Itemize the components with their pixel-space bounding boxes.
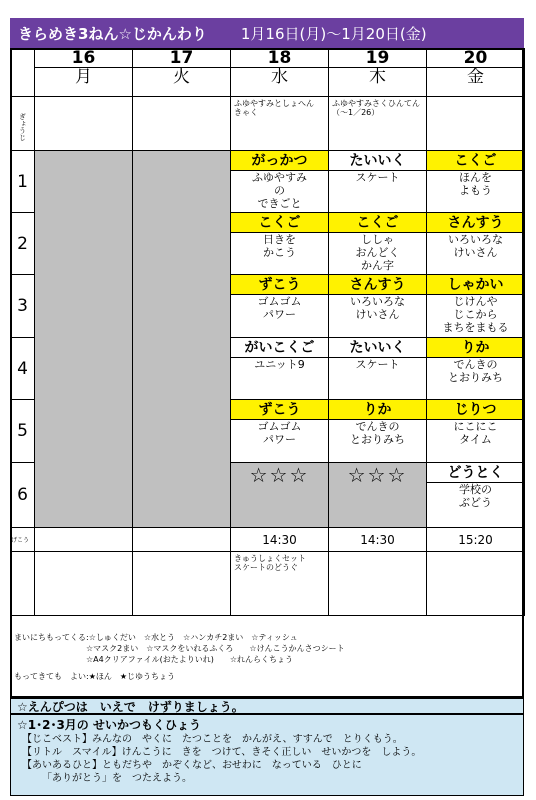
outer-frame: [10, 48, 524, 698]
bring-line: ☆A4クリアファイル(おたよりいれ) ☆れんらくちょう: [14, 655, 293, 664]
goals-heading: ☆1･2･3月の せいかつもくひょう: [17, 718, 201, 732]
goal-line: 「ありがとう」を つたえよう。: [17, 773, 192, 784]
subject-label: ずこう: [231, 400, 328, 420]
subject-label: こくご: [329, 213, 426, 233]
bring-line: ☆マスク2まい ☆マスクをいれるふくろ ☆けんこうかんさつシート: [14, 644, 345, 653]
departure-time: 14:30: [231, 528, 329, 552]
date-number: 17: [169, 48, 194, 68]
subject-label: じりつ: [427, 400, 524, 420]
star-rating: ☆☆☆: [347, 463, 408, 487]
period-label: 6: [11, 463, 35, 528]
lesson-content: ふゆやすみ の できごと: [252, 171, 307, 210]
lesson-content: じけんや じこから まちをまもる: [442, 295, 509, 334]
period-label: 1: [11, 151, 35, 213]
lesson-content: 学校の ぶどう: [459, 483, 492, 509]
star-rating: ☆☆☆: [249, 463, 310, 487]
period-label: 4: [11, 338, 35, 400]
subject-label: ずこう: [231, 275, 328, 295]
subject-label: しゃかい: [427, 275, 524, 295]
weekday: 木: [329, 67, 426, 86]
goal-line: 【あいあるひと】ともだちや かぞくなど、おせわに なっている ひとに: [17, 760, 362, 771]
lesson-content: スケート: [355, 171, 400, 184]
weekday: 火: [133, 67, 230, 86]
subject-label: こくご: [427, 151, 524, 171]
lesson-content: でんきの とおりみち: [448, 358, 503, 384]
lesson-content: ゴムゴム パワー: [257, 420, 302, 446]
bring-list: [14, 632, 520, 682]
lesson-content: スケート: [355, 358, 400, 371]
period-label: 3: [11, 275, 35, 338]
lesson-content: 日きを かこう: [263, 233, 296, 259]
optional-line: もってきても よい:★ほん ★じゆうちょう: [14, 672, 176, 681]
subject-label: がいこくご: [231, 338, 328, 358]
lesson-content: ほんを よもう: [459, 171, 492, 197]
date-range: 1月16日(月)～1月20日(金): [240, 24, 427, 43]
weekday: 水: [231, 67, 328, 86]
date-number: 19: [365, 48, 390, 68]
lesson-content: にこにこ タイム: [453, 420, 498, 446]
bring-line: まいにちもってくる:☆しゅくだい ☆水とう ☆ハンカチ2まい ☆ティッシュ: [14, 633, 298, 642]
date-number: 18: [267, 48, 292, 68]
subject-label: さんすう: [329, 275, 426, 295]
weekday: 金: [427, 67, 524, 86]
goal-line: 【リトル スマイル】けんこうに きを つけて、きそく正しい せいかつを しよう。: [17, 747, 422, 758]
page-title: きらめき3ねん☆じかんわり: [18, 24, 207, 43]
weekday: 月: [35, 67, 132, 86]
subject-label: さんすう: [427, 213, 524, 233]
date-number: 16: [71, 48, 96, 68]
lesson-content: ししゃ おんどく かん字: [355, 233, 400, 272]
date-number: 20: [463, 48, 488, 68]
subject-label: どうとく: [427, 463, 524, 483]
subject-label: がっかつ: [231, 151, 328, 171]
departure-time: 15:20: [427, 528, 525, 552]
title-bar: [10, 18, 524, 48]
subject-label: こくご: [231, 213, 328, 233]
period-label: 2: [11, 213, 35, 275]
goal-line: 【じこベスト】みんなの やくに たつことを かんがえ、すすんで とりくもう。: [17, 734, 403, 745]
lesson-content: いろいろな けいさん: [350, 295, 405, 321]
lesson-content: ゴムゴム パワー: [257, 295, 302, 321]
lesson-content: ユニット9: [254, 358, 305, 371]
departure-time: 14:30: [329, 528, 427, 552]
departure-label: げこう: [11, 528, 35, 552]
period-label: 5: [11, 400, 35, 463]
subject-label: たいいく: [329, 151, 426, 171]
subject-label: たいいく: [329, 338, 426, 358]
subject-label: りか: [329, 400, 426, 420]
items-note: きゅうしょくセット スケートのどうぐ: [234, 554, 306, 572]
lesson-content: でんきの とおりみち: [350, 420, 405, 446]
event-note: ふゆやすみさくひんてん （～1／26）: [332, 99, 420, 117]
goals-box: [10, 714, 524, 796]
events-label: ぎょうじ: [18, 112, 27, 141]
subject-label: りか: [427, 338, 524, 358]
event-note: ふゆやすみとしょへん きゃく: [234, 99, 314, 117]
pencil-notice: ☆えんぴつは いえで けずりましょう。: [10, 698, 524, 714]
lesson-content: いろいろな けいさん: [448, 233, 503, 259]
